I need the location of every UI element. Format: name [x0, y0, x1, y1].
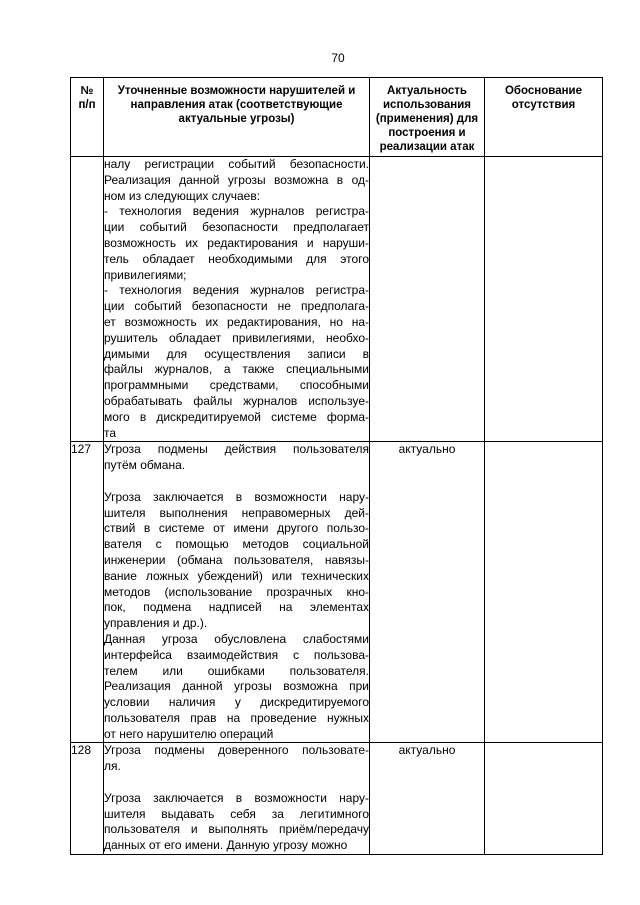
row-actuality: актуально — [370, 442, 485, 743]
row-justification — [485, 157, 603, 442]
page-number: 70 — [331, 51, 345, 65]
description-line: ном из следующих случаев: — [104, 188, 261, 203]
description-line: возможность их редактирования и наруши- — [104, 235, 369, 250]
row-actuality: актуально — [370, 743, 485, 855]
threat-table — [70, 77, 603, 855]
header-number-line: п/п — [78, 99, 96, 111]
description-line: рушитель обладает привилегиями, необхо- — [104, 330, 369, 345]
description-line: мого в дискредитируемой системе форма- — [104, 409, 369, 424]
description-line: инженерии (обмана пользователя, навязы- — [104, 552, 369, 567]
header-actuality-line: использования — [382, 99, 472, 111]
description-line: ет возможность их редактирования, но на- — [104, 314, 369, 329]
description-line: ции событий безопасности предполагает — [104, 220, 369, 235]
description-line: привилегиями; — [104, 267, 187, 282]
description-line: Данная угроза обусловлена слабостями — [104, 631, 369, 646]
description-line: ции событий безопасности не предполага- — [104, 299, 369, 314]
description-line: интерфейса взаимодействия с пользова- — [104, 647, 369, 662]
description-line: методов (использование прозрачных кно- — [104, 584, 369, 599]
header-justification-line: отсутствия — [511, 99, 576, 111]
description-line: условии наличия у дискредитируемого — [104, 695, 369, 710]
row-description — [104, 157, 370, 442]
description-line: программными средствами, способными — [104, 378, 369, 393]
description-line: налу регистрации событий безопасности. — [104, 157, 369, 171]
table-row — [71, 157, 603, 442]
header-description-line: направления атак (соответствующие — [130, 99, 343, 111]
row-description — [104, 743, 370, 855]
blank-line — [104, 474, 369, 490]
description-line: путём обмана. — [104, 458, 186, 473]
description-line: управления и др.). — [104, 616, 208, 631]
header-actuality-line: реализации атак — [379, 141, 475, 153]
header-description — [104, 78, 370, 157]
description-line: файлы журналов, а также специальными — [104, 362, 369, 377]
row-number — [71, 157, 104, 442]
description-line: тель обладает необходимыми для этого — [104, 251, 369, 266]
header-description-line: Уточненные возможности нарушителей и — [117, 85, 356, 97]
blank-line — [104, 775, 369, 791]
row-number: 128 — [71, 743, 104, 855]
description-line: Угроза подмены действия пользователя — [104, 442, 369, 457]
header-actuality-line: (применения) для — [375, 113, 479, 125]
header-description-line: актуальные угрозы) — [178, 113, 295, 125]
description-line: шителя выполнения неправомерных дей- — [104, 505, 369, 520]
row-justification — [485, 743, 603, 855]
header-actuality-line: построения и — [388, 127, 466, 139]
description-line: шителя выдавать себя за легитимного — [104, 806, 369, 821]
description-line: та — [104, 425, 117, 440]
description-line: Реализация данной угрозы возможна при — [104, 679, 369, 694]
header-justification-line: Обоснование — [504, 85, 582, 97]
description-line: пользователя прав на проведение нужных — [104, 710, 369, 725]
description-line: вание ложных убеждений) или технических — [104, 568, 369, 583]
description-line: пок, подмена надписей на элементах — [104, 600, 369, 615]
description-line: вателя с помощью методов социальной — [104, 537, 369, 552]
row-description — [104, 442, 370, 743]
header-actuality — [370, 78, 485, 157]
header-actuality-line: Актуальность — [387, 85, 467, 97]
description-line: Угроза заключается в возможности нару- — [104, 790, 369, 805]
table-row — [71, 442, 603, 743]
table-header-row — [71, 78, 603, 157]
row-actuality — [370, 157, 485, 442]
header-number — [71, 78, 104, 157]
description-line: Угроза заключается в возможности нару- — [104, 489, 369, 504]
description-line: Реализация данной угрозы возможна в од- — [104, 172, 369, 187]
description-line: телем или ошибками пользователя. — [104, 663, 369, 678]
description-line: от него нарушителю операций — [104, 726, 274, 741]
header-justification — [485, 78, 603, 157]
description-line: пользователя и выполнять приём/передачу — [104, 822, 369, 837]
description-line: димыми для осуществления записи в — [104, 346, 369, 361]
description-line: данных от его имени. Данную угрозу можно — [104, 838, 348, 853]
table-row — [71, 743, 603, 855]
description-line: ля. — [104, 759, 121, 774]
row-number: 127 — [71, 442, 104, 743]
description-line: обрабатывать файлы журналов используе- — [104, 393, 369, 408]
description-line: ствий в системе от имени другого пользо- — [104, 521, 369, 536]
header-number-line: № — [80, 85, 94, 97]
row-justification — [485, 442, 603, 743]
description-line: - технология ведения журналов регистра- — [104, 204, 369, 219]
description-line: - технология ведения журналов регистра- — [104, 283, 369, 298]
description-line: Угроза подмены доверенного пользовате- — [104, 743, 369, 758]
